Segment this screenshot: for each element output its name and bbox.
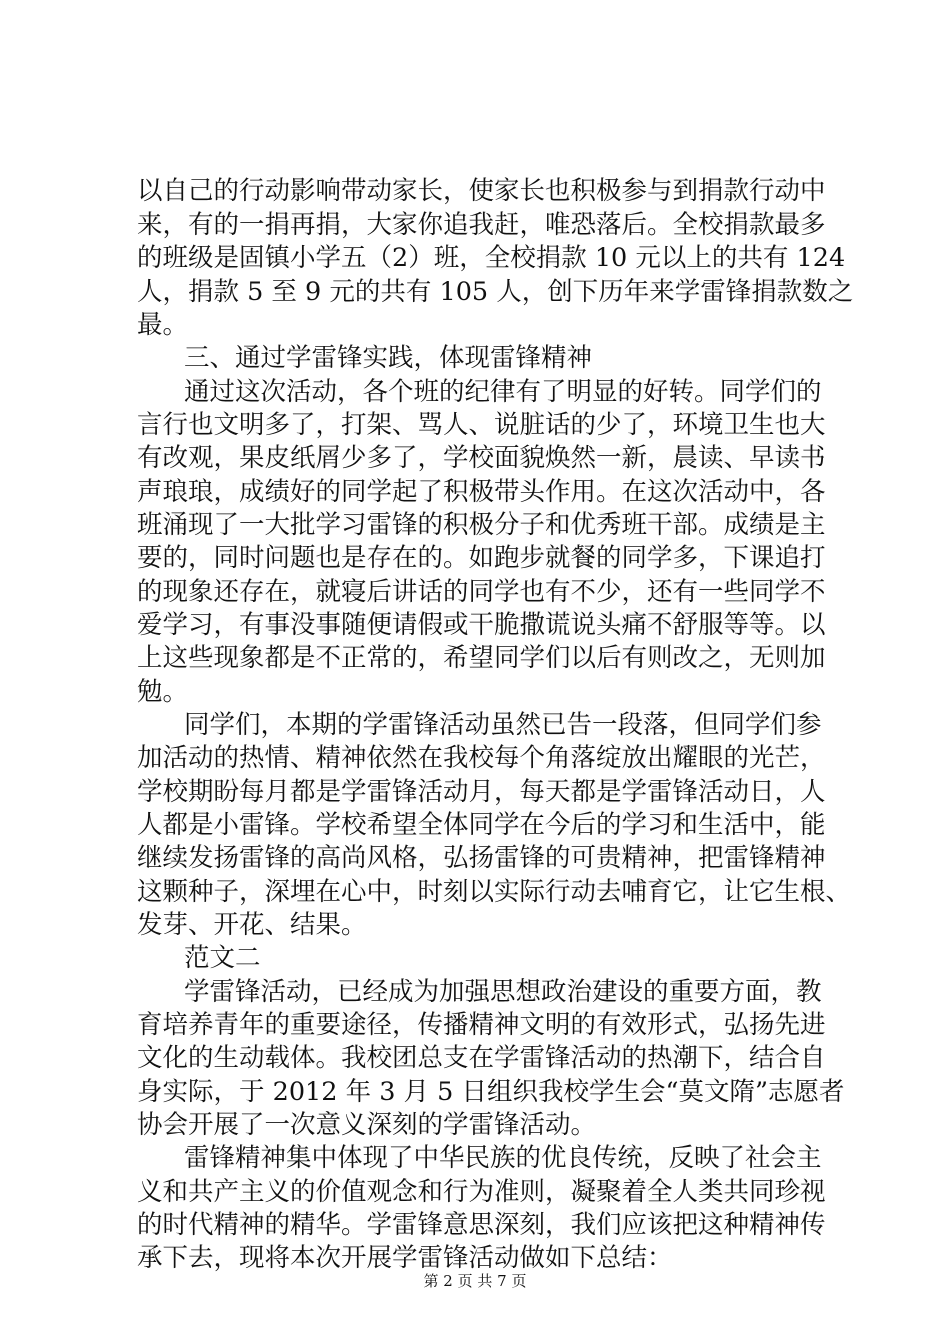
body-text-line: 来，有的一捐再捐，大家你追我赶，唯恐落后。全校捐款最多 (137, 210, 826, 240)
body-text-line: 身实际，于 2012 年 3 月 5 日组织我校学生会“莫文隋”志愿者 (137, 1077, 845, 1107)
body-text-line: 继续发扬雷锋的高尚风格，弘扬雷锋的可贵精神，把雷锋精神 (137, 843, 826, 873)
body-text-line: 人都是小雷锋。学校希望全体同学在今后的学习和生活中，能 (137, 810, 826, 840)
body-text-line: 通过这次活动，各个班的纪律有了明显的好转。同学们的 (184, 377, 822, 407)
body-text-line: 勉。 (137, 677, 189, 707)
body-text-line: 发芽、开花、结果。 (137, 910, 367, 940)
body-text-line: 最。 (137, 310, 189, 340)
body-text-line: 人，捐款 5 至 9 元的共有 105 人，创下历年来学雷锋捐款数之 (137, 277, 854, 307)
body-text-line: 育培养青年的重要途径，传播精神文明的有效形式，弘扬先进 (137, 1010, 826, 1040)
body-text-line: 学雷锋活动，已经成为加强思想政治建设的重要方面，教 (184, 977, 822, 1007)
body-text-line: 学校期盼每月都是学雷锋活动月，每天都是学雷锋活动日，人 (137, 777, 826, 807)
body-text-line: 爱学习，有事没事随便请假或干脆撒谎说头痛不舒服等等。以 (137, 610, 826, 640)
body-text-line: 言行也文明多了，打架、骂人、说脏话的少了，环境卫生也大 (137, 410, 826, 440)
body-text-line: 声琅琅，成绩好的同学起了积极带头作用。在这次活动中，各 (137, 477, 826, 507)
section-heading: 范文二 (184, 943, 261, 973)
body-text-line: 这颗种子，深埋在心中，时刻以实际行动去哺育它，让它生根、 (137, 877, 852, 907)
body-text-line: 义和共产主义的价值观念和行为准则，凝聚着全人类共同珍视 (137, 1177, 826, 1207)
body-text-line: 协会开展了一次意义深刻的学雷锋活动。 (137, 1110, 597, 1140)
body-text-line: 同学们，本期的学雷锋活动虽然已告一段落，但同学们参 (184, 710, 822, 740)
body-text-line: 的现象还存在，就寝后讲话的同学也有不少，还有一些同学不 (137, 577, 826, 607)
body-text-line: 加活动的热情、精神依然在我校每个角落绽放出耀眼的光芒， (137, 743, 826, 773)
section-heading: 三、通过学雷锋实践，体现雷锋精神 (184, 343, 593, 373)
body-text-line: 的班级是固镇小学五（2）班，全校捐款 10 元以上的共有 124 (137, 243, 846, 273)
body-text-line: 上这些现象都是不正常的，希望同学们以后有则改之，无则加 (137, 643, 826, 673)
body-text-line: 的时代精神的精华。学雷锋意思深刻，我们应该把这种精神传 (137, 1210, 826, 1240)
body-text-line: 承下去，现将本次开展学雷锋活动做如下总结： (137, 1243, 673, 1273)
body-text-line: 以自己的行动影响带动家长，使家长也积极参与到捐款行动中 (137, 176, 826, 206)
body-text-line: 班涌现了一大批学习雷锋的积极分子和优秀班干部。成绩是主 (137, 510, 826, 540)
body-text-line: 雷锋精神集中体现了中华民族的优良传统，反映了社会主 (184, 1143, 822, 1173)
page-number-footer: 第 2 页 共 7 页 (423, 1272, 527, 1290)
body-text-line: 有改观，果皮纸屑少多了，学校面貌焕然一新，晨读、早读书 (137, 443, 826, 473)
body-text-line: 文化的生动载体。我校团总支在学雷锋活动的热潮下，结合自 (137, 1043, 826, 1073)
body-text-line: 要的，同时问题也是存在的。如跑步就餐的同学多，下课追打 (137, 543, 826, 573)
